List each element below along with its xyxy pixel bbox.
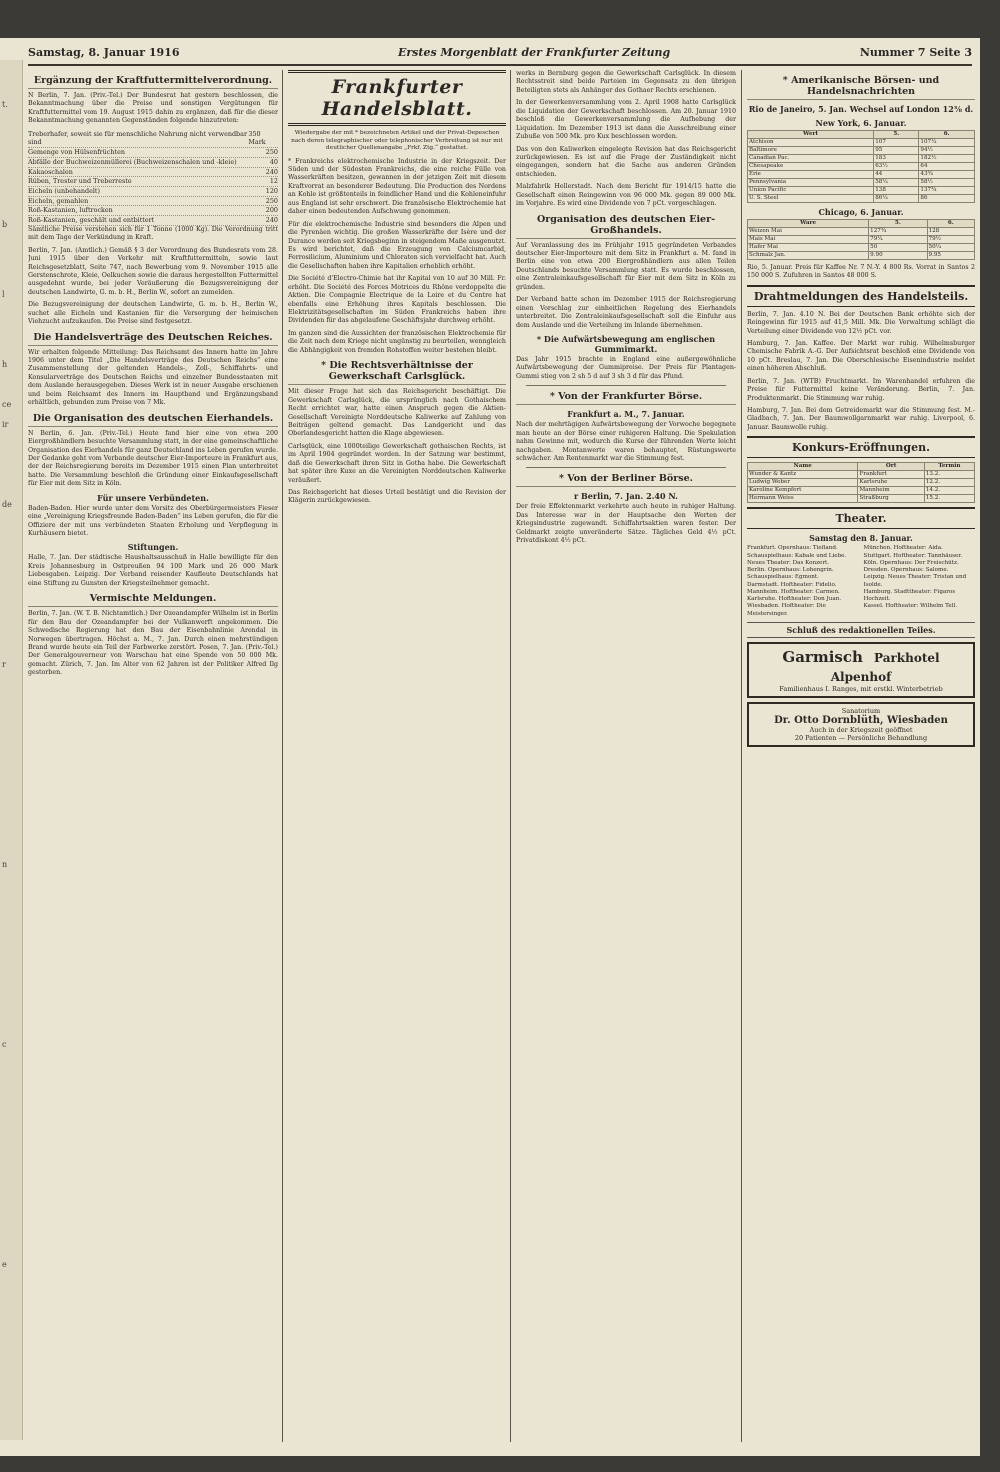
- ad-subtitle: Auch in der Kriegszeit geöffnet: [809, 725, 913, 734]
- article-paragraph: Sämtliche Preise verstehen sich für 1 Tonne (1000 Kg). Die Verordnung tritt mit dem Tage der Verkündung in Kraft.: [28, 225, 278, 242]
- article-paragraph: Mit dieser Frage hat sich das Reichsgericht beschäftigt. Die Gewerkschaft Carlsglück, die ursprünglich nach Gothaischem Recht errichtet war, hatte einen Anspruch gegen die Aktien-Gesellschaft Vereinigte Norddeutsche Kaliwerke auf Zahlung von Beiträgen geltend gemacht. Das Landgericht und das Oberlandesgericht hatten die Klage abgewiesen.: [288, 388, 506, 438]
- column-rule: [510, 70, 511, 1442]
- article-paragraph: Das von den Kaliwerken eingelegte Revision hat das Reichsgericht zurückgewiesen. Es ist auf die Frage der Zuständigkeit nicht eingegangen, sondern hat die Sache aus anderen Gründen entschieden.: [516, 145, 736, 178]
- previous-page-stub: [0, 60, 23, 1440]
- price-value: 40: [269, 157, 278, 166]
- table-cell: Erie: [748, 170, 874, 178]
- price-value: 240: [265, 167, 278, 176]
- stock-row: [748, 146, 975, 154]
- table-label: Chicago, 6. Januar.: [818, 206, 904, 217]
- konkurs-row: [748, 487, 975, 495]
- ad-title: Garmisch: [782, 647, 863, 666]
- theater-listing: Neues Theater: Das Konzert.: [747, 559, 830, 566]
- article-paragraph: Auf Veranlassung des im Frühjahr 1915 gegründeten Verbandes deutscher Eier-Importeure mit dem Sitz in Frankfurt a. M. fand in Berlin eine von etwa 200 Eiergroßhändlern aus allen Teilen Deutschlands besuchte Versammlung statt. Es wurde beschlossen, eine Zentraleinkaufsgesellschaft für Eier mit dem Sitz in Köln zu gründen.: [516, 241, 736, 291]
- column-header: 6.: [927, 219, 974, 227]
- article-heading: * Die Rechtsverhältnisse der Gewerkschaft Carlsglück.: [288, 360, 506, 385]
- table-cell: 14.2.: [924, 487, 974, 495]
- table-cell: Mais Mai: [748, 235, 869, 243]
- table-cell: Straßburg: [858, 495, 924, 503]
- table-header-row: [748, 463, 975, 471]
- table-cell: Union Pacific: [748, 186, 874, 194]
- article-paragraph: Nach der mehrtägigen Aufwärtsbewegung der Vorwoche begegnete man heute an der Börse einer ruhigeren Haltung. Die Spekulation nahm Gewinne mit, wodurch die Kurse der führenden Werte leicht nachgaben. Montanwerte waren behauptet, Rüstungswerte schwächer. Am Rentenmarkt war die Stimmung fest.: [516, 421, 736, 462]
- price-item: Abfälle der Buchweizenmüllerei (Buchweizenschalen und -kleie): [28, 157, 237, 166]
- article-paragraph: Malzfabrik Hellerstadt. Nach dem Bericht für 1914/15 hatte die Gesellschaft einen Reingewinn von 96 000 Mk. gegen 89 000 Mk. im Vorjahre. Es wird eine Dividende von 7 pCt. vorgeschlagen.: [516, 183, 736, 208]
- price-item: Roß-Kastanien, luftrocken: [28, 206, 113, 215]
- article-paragraph: Berlin, 7. Jan. (WTB) Fruchtmarkt. Im Warenhandel erfuhren die Preise für Futtermittel keine Veränderung. Berlin, 7. Jan. Produktenmarkt. Die Stimmung war ruhig.: [747, 377, 975, 402]
- table-cell: Pennsylvania: [748, 178, 874, 186]
- price-value: 200: [265, 206, 278, 215]
- commodity-row: [748, 235, 975, 243]
- stub-fragment: c: [2, 1040, 7, 1049]
- section-heading: Konkurs-Eröffnungen.: [747, 436, 975, 458]
- price-item: Rüben, Trester und Treberreste: [28, 177, 132, 186]
- price-row: [28, 168, 278, 178]
- table-cell: 64: [919, 162, 975, 170]
- stub-fragment: ce: [2, 400, 12, 409]
- article-paragraph: Rio, 5. Januar. Preis für Kaffee Nr. 7 N.-Y. 4 800 Rs. Vorrat in Santos 2 150 000 S. Zufuhren in Santos 48 000 S.: [747, 263, 975, 280]
- table-cell: 182½: [919, 154, 975, 162]
- price-value: 350 Mark: [248, 129, 266, 147]
- stub-fragment: r: [2, 660, 6, 669]
- table-cell: 137¾: [919, 186, 975, 194]
- dateline: Frankfurt a. M., 7. Januar.: [567, 409, 685, 420]
- theater-listing: München. Hoftheater: Aida.: [863, 545, 943, 552]
- table-cell: 79½: [927, 235, 974, 243]
- price-value: 12: [269, 177, 278, 186]
- table-cell: 63½: [874, 162, 919, 170]
- price-row: [28, 187, 278, 197]
- header-date: Samstag, 8. Januar 1916: [28, 46, 180, 59]
- theater-listing: Schauspielhaus: Kabale und Liebe.: [747, 552, 847, 559]
- article-heading: Organisation des deutschen Eier-Großhandels.: [516, 214, 736, 239]
- article-paragraph: N Berlin, 6. Jan. (Priv.-Tel.) Heute fand hier eine von etwa 200 Eiergroßhändlern besuchte Versammlung statt, in der eine gemeinschaftliche Organisation des Eierhandels für ganz Deutschland ins Leben gerufen wurde. Der Gedanke geht vom Verbande deutscher Eier-Importeure in Frankfurt aus, der der Reichsregierung bereits im Dezember 1915 einen Plan unterbreitet hatte. Die Versammlung beschloß die Gründung einer Einkaufsgesellschaft für Eier mit dem Sitz in Köln.: [28, 429, 278, 488]
- article-paragraph: Für die elektrochemische Industrie sind besonders die Alpen und die Pyrenäen wichtig. Die großen Wasserkräfte der Isère und der Durance werden seit Kriegsbeginn in steigendem Maße ausgenutzt. Es wird berichtet, daß die Erzeugung von Calciumcarbid, Ferrosilicium, Aluminium und Chloraten sich vervielfacht hat. Auch die Gesellschaften haben ihre Kapitalien erheblich erhöht.: [288, 220, 506, 270]
- article-heading: Die Organisation des deutschen Eierhandels.: [28, 413, 278, 427]
- article-paragraph: * Frankreichs elektrochemische Industrie in der Kriegszeit. Der Süden und der Südosten Frankreichs, die eine reiche Fülle von Wasserkräften besitzen, gewannen in der jetzigen Zeit mit diesem Kraftvorrat an besonderer Bedeutung. Die Production des Nordens an Kohle ist größtenteils in feindlicher Hand und die Kohleneinfuhr aus England ist sehr erschwert. Die französische Elektrochemie hat daher einen bedeutenden Aufschwung genommen.: [288, 157, 506, 216]
- stub-fragment: b: [2, 220, 8, 229]
- price-item: Roß-Kastanien, geschält und entbittert: [28, 216, 155, 225]
- table-cell: 15.2.: [924, 495, 974, 503]
- reprint-notice: Wiedergabe der mit * bezeichneten Artikel und der Privat-Depeschen nach deren telegraphischer oder telephonischer Verbreitung ist nur mit deutlicher Quellenangabe „Frkf. Ztg.“ gestattet.: [291, 130, 503, 152]
- article-paragraph: In der Gewerkenversammlung vom 2. April 1908 hatte Carlsglück die Liquidation der Gewerkschaft beschlossen. Am 20. Januar 1910 beschloß die Gewerkenversammlung die Aufhebung der Liquidation. Im Dezember 1913 ist dann die Ausschreibung einer Zubuße von 500 Mk. pro Kux beschlossen worden.: [516, 99, 736, 141]
- column-header: Ort: [858, 463, 924, 471]
- theater-listing: Dresden. Opernhaus: Salome.: [863, 567, 949, 574]
- stock-row: [748, 186, 975, 194]
- price-item: Eicheln (unbehandelt): [28, 186, 100, 195]
- table-cell: 128: [927, 227, 974, 235]
- table-cell: 86¼: [874, 194, 919, 202]
- table-cell: Hafer Mai: [748, 243, 869, 251]
- price-list: [28, 130, 278, 226]
- table-header-row: [748, 219, 975, 227]
- article-paragraph: Hamburg, 7. Jan. Kaffee. Der Markt war ruhig. Wilhelmsburger Chemische Fabrik A.-G. Der Aufsichtsrat beschloß eine Dividende von 10 pCt. Breslau, 7. Jan. Die Oberschlesische Eisenindustrie meldet einen höheren Abschluß.: [747, 339, 975, 373]
- column-2: [288, 70, 506, 1445]
- theater-listing: Wiesbaden. Hoftheater: Die Meistersinger.: [747, 603, 826, 617]
- theater-listing: Kassel. Hoftheater: Wilhelm Tell.: [863, 603, 958, 610]
- konkurs-row: [748, 471, 975, 479]
- table-cell: Baltimore: [748, 146, 874, 154]
- price-row: [28, 148, 278, 158]
- table-cell: 9.95: [927, 251, 974, 259]
- table-cell: Hermann Weiss: [748, 495, 858, 503]
- price-item: Gemenge von Hülsenfrüchten: [28, 148, 125, 157]
- ad-hotel-name: Parkhotel Alpenhof: [830, 650, 940, 684]
- column-header: 6.: [919, 131, 975, 139]
- table-cell: 127¾: [869, 227, 927, 235]
- stock-row: [748, 170, 975, 178]
- header-page-number: Nummer 7 Seite 3: [859, 46, 972, 59]
- section-masthead: Frankfurter Handelsblatt.: [288, 70, 506, 126]
- theater-listing: Hamburg. Stadttheater: Figaros Hochzeit.: [863, 588, 956, 603]
- table-header-row: [748, 131, 975, 139]
- table-cell: Mannheim: [858, 487, 924, 495]
- price-value: 120: [265, 186, 278, 195]
- table-cell: 44: [874, 170, 919, 178]
- divider: [526, 467, 726, 468]
- table-cell: Wunder & Kantz: [748, 471, 858, 479]
- column-rule: [282, 70, 283, 1442]
- table-cell: 43¾: [919, 170, 975, 178]
- stock-row: [748, 162, 975, 170]
- article-heading: Für unsere Verbündeten.: [97, 492, 209, 503]
- table-cell: U. S. Steel: [748, 194, 874, 202]
- commodity-row: [748, 227, 975, 235]
- table-cell: 86: [919, 194, 975, 202]
- article-paragraph: Wir erhalten folgende Mitteilung: Das Reichsamt des Innern hatte im Jahre 1906 unter dem Titel „Die Handelsverträge des Deutschen Reichs“ eine Zusammenstellung der geltenden Handels-, Zoll-, Schiffahrts- und Konsularverträge des Deutschen Reichs und einzelner Bundesstaaten mit dem Auslande herausgegeben. Dieses Werk ist in neuer Ausgabe erschienen und beim Reichsamt des Innern im Hauptband und Ergänzungsband erhältlich, gebunden zum Preise von 7 Mk.: [28, 348, 278, 407]
- article-heading: Ergänzung der Kraftfuttermittelverordnung.: [28, 75, 278, 89]
- stub-fragment: h: [2, 360, 8, 369]
- table-cell: 183: [874, 154, 919, 162]
- ad-footer: 20 Patienten — Persönliche Behandlung: [794, 733, 928, 742]
- article-paragraph: Berlin, 7. Jan. (W. T. B. Nichtamtlich.) Der Ozeandampfer Wilhelm ist in Berlin für den Bau der Ozeandampfer bei der Vulkanwerft angekommen. Die Schwedische Regierung hat den Bau der Eisenbahnlinie Arendal in Norwegen übertragen. Höchst a. M., 7. Jan. Durch einen mehrstündigen Brand wurde heute ein Teil der Farbwerke zerstört. Posen, 7. Jan. (Priv.-Tel.) Der Generalgouverneur von Warschau hat eine Spende von 50 000 Mk. gemacht. Zürich, 7. Jan. Im Alter von 62 Jahren ist der Politiker Alfred Ilg gestorben.: [28, 610, 278, 677]
- stock-row: [748, 194, 975, 202]
- price-row: [28, 216, 278, 226]
- article-heading: Stiftungen.: [127, 542, 179, 553]
- table-cell: Ludwig Weber: [748, 479, 858, 487]
- theater-list: [747, 545, 975, 618]
- theater-listing: Köln. Opernhaus: Der Freischütz.: [863, 559, 959, 566]
- konkurs-table: [747, 462, 975, 503]
- article-paragraph: Hamburg, 7. Jan. Bei dem Getreidemarkt war die Stimmung fest. M.-Gladbach, 7. Jan. Der Baumwollgarnmarkt war ruhig. Liverpool, 6. Januar. Baumwolle ruhig.: [747, 407, 975, 431]
- table-cell: Karoline Kempfert: [748, 487, 858, 495]
- table-cell: 94½: [919, 146, 975, 154]
- table-cell: 138: [874, 186, 919, 194]
- ad-subtitle: Familienhaus I. Ranges, mit erstkl. Winterbetrieb: [779, 684, 943, 693]
- article-paragraph: Im ganzen sind die Aussichten der französischen Elektrochemie für die Zeit nach dem Kriege nicht ungünstig zu beurteilen, wenngleich die Abhängigkeit von fremden Rohstoffen weiter bestehen bleibt.: [288, 329, 506, 354]
- price-value: 240: [265, 216, 278, 225]
- article-paragraph: Halle, 7. Jan. Der städtische Haushaltsausschuß in Halle bewilligte für den Kreis Johannesburg in Ostpreußen 94 100 Mark und 26 000 Mark Liebesgaben. Leipzig. Der Verband reisender Kaufleute Deutschlands hat eine Stiftung zu Gunsten der Kriegsteilnehmer gemacht.: [28, 554, 278, 587]
- advertisement-hotel: [747, 642, 975, 698]
- article-heading: * Von der Frankfurter Börse.: [516, 391, 736, 405]
- stock-row: [748, 178, 975, 186]
- table-cell: Schmalz Jan.: [748, 251, 869, 259]
- column-3: [516, 70, 736, 1445]
- divider: [526, 385, 726, 386]
- table-cell: 50: [869, 243, 927, 251]
- dateline: r Berlin, 7. Jan. 2.40 N.: [574, 491, 678, 502]
- article-paragraph: Die Bezugsvereinigung der deutschen Landwirte, G. m. b. H., Berlin W., suchet alle Eicheln und Kastanien für die Versorgung der heimischen Viehzucht aufzukaufen. Die Preise sind festgesetzt.: [28, 301, 278, 326]
- table-cell: 79¼: [869, 235, 927, 243]
- table-cell: Chesapeake: [748, 162, 874, 170]
- column-header: Name: [748, 463, 858, 471]
- article-paragraph: Das Jahr 1915 brachte in England eine außergewöhnliche Aufwärtsbewegung der Gummipreise. Der Preis für Plantagen-Gummi stieg von 2 sh 5 d auf 3 sh 3 d für das Pfund.: [516, 355, 736, 380]
- table-cell: 58¼: [874, 178, 919, 186]
- theater-listing: Mannheim. Hoftheater: Carmen.: [747, 588, 840, 595]
- article-paragraph: Berlin, 7. Jan. 4.10 N. Bei der Deutschen Bank erhöhte sich der Reingewinn für 1915 auf 41,5 Mill. Mk. Die Verwaltung schlägt die Verteilung einer Dividende von 12½ pCt. vor.: [747, 310, 975, 335]
- table-cell: 58½: [919, 178, 975, 186]
- article-paragraph: Carlsglück, eine 1000teilige Gewerkschaft gothaischen Rechts, ist im April 1904 gegründet worden. In der Satzung war bestimmt, daß die Gewerkschaft ihren Sitz in Gotha habe. Die Gewerkschaft hat später ihre Kuxe an die Vereinigten Norddeutschen Kaliwerke veräußert.: [288, 442, 506, 484]
- price-value: 250: [265, 196, 278, 205]
- price-row: [28, 177, 278, 187]
- table-cell: Atchison: [748, 138, 874, 146]
- end-editorial-notice: Schluß des redaktionellen Teiles.: [747, 622, 975, 638]
- table-cell: 50¼: [927, 243, 974, 251]
- section-heading: Drahtmeldungen des Handelsteils.: [747, 285, 975, 307]
- column-4: [747, 70, 975, 1445]
- price-item: Treberhafer, soweit sie für menschliche Nahrung nicht verwendbar sind: [28, 129, 248, 147]
- table-cell: 13.2.: [924, 471, 974, 479]
- price-item: Kakaoschalen: [28, 167, 73, 176]
- table-cell: Weizen Mai: [748, 227, 869, 235]
- ad-name: Dr. Otto Dornblüth, Wiesbaden: [774, 714, 948, 726]
- column-header: 5.: [869, 219, 927, 227]
- ny-stock-table: [747, 130, 975, 203]
- theater-listing: Schauspielhaus: Egmont.: [747, 574, 819, 581]
- stub-fragment: n: [2, 860, 8, 869]
- table-label: New York, 6. Januar.: [815, 118, 907, 128]
- stub-fragment: de: [2, 500, 12, 509]
- theater-listing: Karlsruhe. Hoftheater: Don Juan.: [747, 596, 842, 603]
- article-paragraph: Der freie Effektenmarkt verkehrte auch heute in ruhiger Haltung. Das Interesse war in der Hauptsache den Werten der Kriegsindustrie zugewandt. Schiffahrtsaktien waren fester. Der Geldmarkt zeigte unveränderte Sätze. Tägliches Geld 4½ pCt. Privatdiskont 4½ pCt.: [516, 503, 736, 545]
- subheading: Samstag den 8. Januar.: [809, 533, 913, 544]
- theater-listing: Berlin. Opernhaus: Lohengrin.: [747, 567, 834, 574]
- table-cell: 12.2.: [924, 479, 974, 487]
- stock-row: [748, 154, 975, 162]
- price-row: [28, 158, 278, 168]
- commodity-row: [748, 243, 975, 251]
- theater-listing: Leipzig. Neues Theater: Tristan und Isolde.: [863, 574, 967, 588]
- theater-listing: Darmstadt. Hoftheater: Fidelio.: [747, 581, 837, 588]
- konkurs-row: [748, 495, 975, 503]
- article-heading: Vermischte Meldungen.: [28, 593, 278, 607]
- price-row: [28, 130, 278, 148]
- article-heading: * Von der Berliner Börse.: [516, 473, 736, 487]
- table-cell: Karlsruhe: [858, 479, 924, 487]
- table-cell: 107¼: [919, 138, 975, 146]
- column-1: [28, 70, 278, 1445]
- table-cell: 95: [874, 146, 919, 154]
- column-header: Ware: [748, 219, 869, 227]
- table-cell: Frankfurt: [858, 471, 924, 479]
- article-paragraph: Berlin, 7. Jan. (Amtlich.) Gemäß § 3 der Verordnung des Bundesrats vom 28. Juni 1915 über den Verkehr mit Kraftfuttermitteln, sowie laut Reichsgesetzblatt, Seite 747, nach Bewerbung vom 9. November 1915 alle Gerstenschrote, Kleie, Oelkuchen sowie die daraus hergestellten Futtermittel ausgedehnt wurde, bei jeder Veräußerung die Bezugsvereinigung der deutschen Landwirte, G. m. b. H., Berlin W., sofort an zumelden.: [28, 246, 278, 296]
- table-cell: 9.90: [869, 251, 927, 259]
- stub-fragment: t.: [2, 100, 8, 109]
- section-heading: Theater.: [747, 507, 975, 529]
- stub-fragment: ir: [2, 420, 9, 429]
- advertisement-sanatorium: [747, 702, 975, 747]
- stub-fragment: e: [2, 1260, 7, 1269]
- column-header: 5.: [874, 131, 919, 139]
- commodity-row: [748, 251, 975, 259]
- article-paragraph: N Berlin, 7. Jan. (Priv.-Tel.) Der Bundesrat hat gestern beschlossen, die Bekanntmachung über die Preise und sonstigen Vergütungen für Kraftfuttermittel vom 19. August 1915 dahin zu ergänzen, daß für die dieser Bekanntmachung genannten Gegenständen folgende hinzutreten:: [28, 92, 278, 125]
- article-paragraph: Baden-Baden. Hier wurde unter dem Vorsitz des Oberbürgermeisters Fieser eine „Vereinigung Kriegsfreunde Baden-Baden“ ins Leben gerufen, die für die Offiziere der mit uns verbündeten Staaten Erholung und Verpflegung in Kurhäusern bietet.: [28, 504, 278, 538]
- ad-title: Sanatorium: [841, 706, 881, 715]
- article-heading: Die Handelsverträge des Deutschen Reiches.: [28, 332, 278, 346]
- subheading: Rio de Janeiro, 5. Jan. Wechsel auf London 12⅜ d.: [748, 104, 974, 114]
- theater-listing: Stuttgart. Hoftheater: Tannhäuser.: [863, 552, 963, 559]
- stub-fragment: l: [2, 290, 5, 299]
- column-header: Wert: [748, 131, 874, 139]
- table-cell: 107: [874, 138, 919, 146]
- chicago-table: [747, 219, 975, 260]
- price-row: [28, 197, 278, 207]
- theater-listing: Frankfurt. Opernhaus: Tiefland.: [747, 545, 838, 552]
- page-header: [28, 42, 972, 66]
- table-cell: Canadian Pac.: [748, 154, 874, 162]
- price-value: 250: [265, 148, 278, 157]
- header-publication: Erstes Morgenblatt der Frankfurter Zeitung: [398, 46, 671, 59]
- column-rule: [741, 70, 742, 1442]
- article-heading: * Die Aufwärtsbewegung am englischen Gummimarkt.: [536, 333, 716, 354]
- column-header: Termin: [924, 463, 974, 471]
- article-heading: * Amerikanische Börsen- und Handelsnachrichten: [747, 75, 975, 100]
- article-paragraph: Die Société d'Electro-Chimie hat ihr Kapital von 10 auf 30 Mill. Fr. erhöht. Die Société des Forces Motrices du Rhône verdoppelte die Aktien. Die Compagnie Electrique de la Loire et du Centre hat ebenfalls eine Erhöhung ihres Kapitals beschlossen. Die Elektrizitätsgesellschaften im Süden Frankreichs haben ihre Dividenden für das abgelaufene Geschäftsjahr durchweg erhöht.: [288, 275, 506, 325]
- konkurs-row: [748, 479, 975, 487]
- article-paragraph: Das Reichsgericht hat dieses Urteil bestätigt und die Revision der Klägerin zurückgewiesen.: [288, 489, 506, 505]
- article-paragraph: Der Verband hatte schon im Dezember 1915 der Reichsregierung einen Vorschlag zur einheitlichen Regelung des Eierhandels unterbreitet. Die Zentraleinkaufsgesellschaft soll die Einfuhr aus dem Auslande und die Verteilung im Inlande übernehmen.: [516, 296, 736, 329]
- stock-row: [748, 138, 975, 146]
- price-row: [28, 206, 278, 216]
- price-item: Eicheln, gemahlen: [28, 196, 89, 205]
- article-paragraph: werks in Bernburg gegen die Gewerkschaft Carlsglück. In diesem Rechtsstreit sind beide Parteien im Gegensatz zu den übrigen Beteiligten stets als Anhänger des Gothaer Rechts erschienen.: [516, 70, 736, 94]
